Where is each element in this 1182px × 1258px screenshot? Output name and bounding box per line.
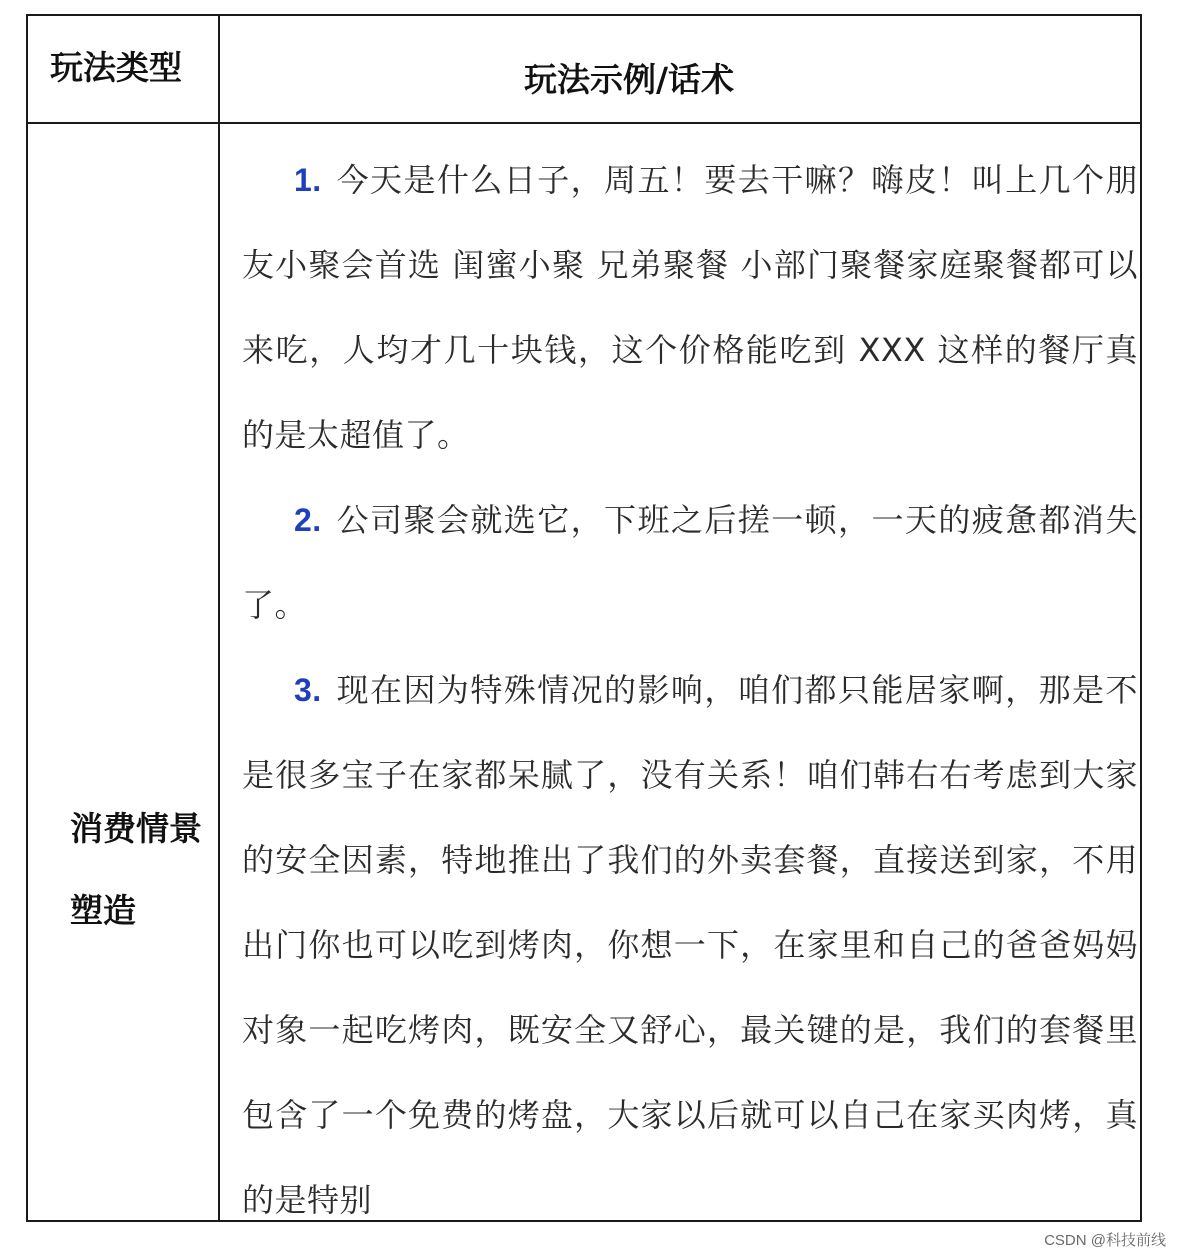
item-number: 3.	[294, 672, 322, 708]
example-item-3	[242, 648, 1138, 1243]
category-label-line2: 塑造	[70, 891, 136, 930]
script-table	[26, 14, 1142, 1222]
header-type-label: 玩法类型	[50, 48, 182, 87]
item-number: 1.	[294, 162, 322, 198]
example-item-1	[242, 138, 1138, 478]
item-text: 现在因为特殊情况的影响，咱们都只能居家啊，那是不是很多宝子在家都呆腻了，没有关系！咱们韩右右考虑到大家的安全因素，特地推出了我们的外卖套餐，直接送到家，不用出门你也可以吃到烤肉，你想一下，在家里和自己的爸爸妈妈 对象一起吃烤肉，既安全又舒心，最关键的是，我们的套餐里包含了一个免费的烤盘，大家以后就可以自己在家买肉烤，真的是特别	[242, 671, 1138, 1219]
column-divider	[218, 16, 220, 1220]
item-text: 公司聚会就选它，下班之后搓一顿，一天的疲惫都消失了。	[242, 501, 1138, 624]
watermark: CSDN @科技前线	[1044, 1232, 1166, 1249]
example-content	[242, 138, 1138, 1243]
header-example-label: 玩法示例/话术	[524, 60, 735, 99]
item-text: 今天是什么日子，周五！要去干嘛？嗨皮！叫上几个朋友小聚会首选 闺蜜小聚 兄弟聚餐 小部门聚餐家庭聚餐都可以来吃，人均才几十块钱，这个价格能吃到 XXX 这样的餐厅真的是太超值了。	[242, 161, 1138, 454]
header-row-divider	[28, 122, 1140, 124]
category-cell	[70, 788, 230, 952]
example-item-2	[242, 478, 1138, 648]
category-label-line1: 消费情景	[70, 809, 202, 848]
item-number: 2.	[294, 502, 322, 538]
